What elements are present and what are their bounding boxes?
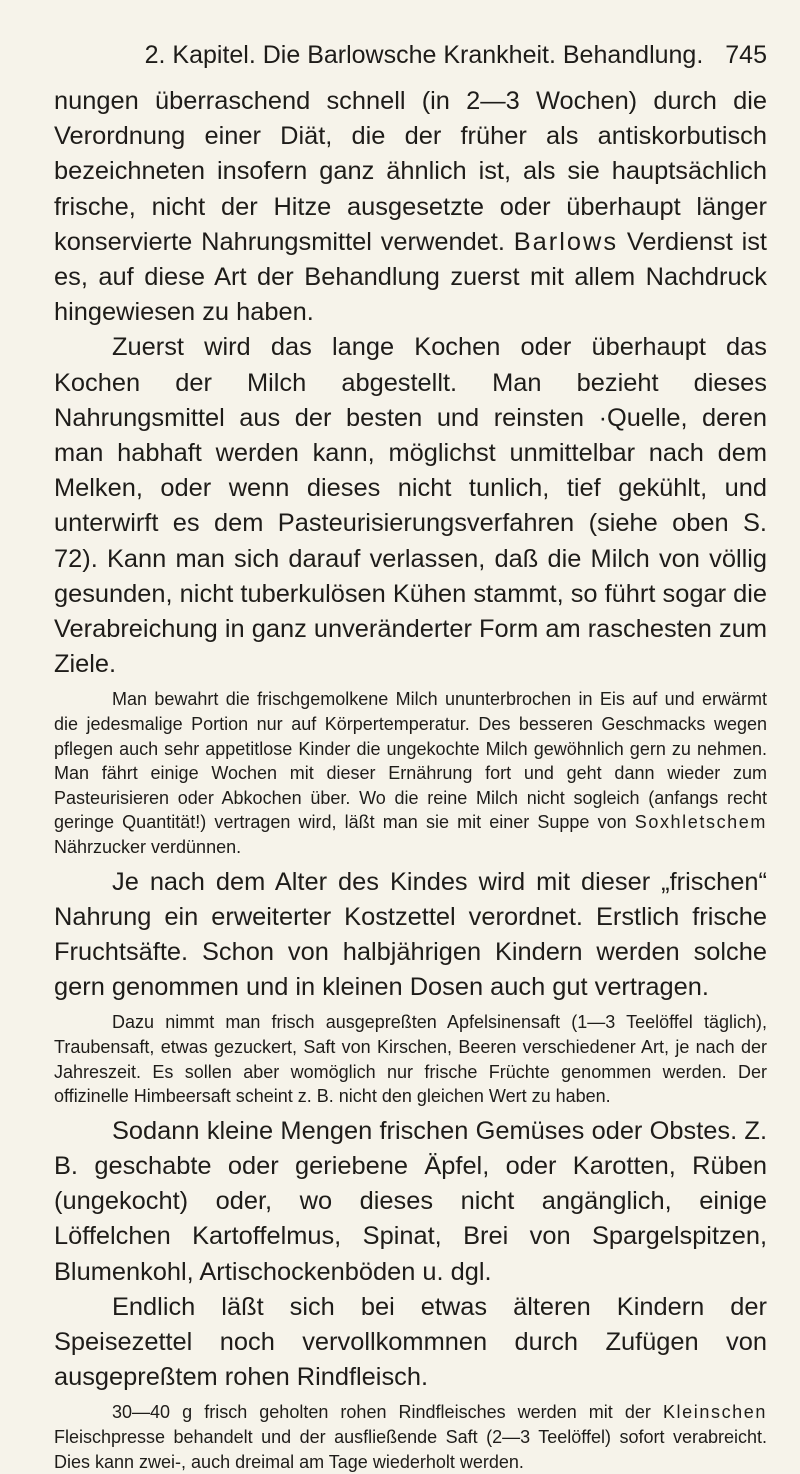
page-header — [54, 38, 767, 78]
running-title: 2. Kapitel. Die Barlowsche Krankheit. Behandlung. — [144, 41, 704, 69]
paragraph-1-text-a: nungen überraschend schnell (in 2—3 Wochen) durch die Verordnung einer Diät, die der früher als antiskorbutisch bezeichneten insofern ganz ähnlich ist, als sie hauptsächlich frische, nicht der Hitze ausgesetzte oder überhaupt länger konservierte Nahrungsmittel verwendet. — [54, 87, 767, 256]
paragraph-4: Sodann kleine Mengen frischen Gemüses oder Obstes. Z. B. geschabte oder geriebene Äpfel, oder Karotten, Rüben (ungekocht) oder, wo dieses nicht angänglich, einige Löffelchen Kartoffelmus, Spinat, Brei von Spargelspitzen, Blumenkohl, Artischockenböden u. dgl. — [54, 1116, 767, 1286]
small-paragraph-3-text-a: 30—40 g frisch geholten rohen Rindfleisches werden mit der — [112, 1402, 663, 1423]
paragraph-3: Je nach dem Alter des Kindes wird mit dieser „frischen“ Nahrung ein erweiterter Kostzettel verordnet. Erstlich frische Fruchtsäfte. Schon von halbjährigen Kindern werden solche gern genommen und in kleinen Dosen auch gut vertragen. — [54, 867, 767, 1002]
paragraph-5: Endlich läßt sich bei etwas älteren Kindern der Speisezettel noch vervollkommnen durch Zufügen von ausgepreßtem rohen Rindfleisch. — [54, 1292, 767, 1392]
page-number: 745 — [725, 41, 767, 69]
small-paragraph-1-text-b: Nährzucker verdünnen. — [54, 837, 242, 858]
paragraph-1 — [54, 84, 767, 330]
small-paragraph-3-text-b: Fleischpresse behandelt und der ausfließende Saft (2—3 Teelöffel) sofort verabreicht. Dies kann zwei-, auch dreimal am Tage wiederholt werden. — [54, 1427, 767, 1472]
small-paragraph-1-text-a: Man bewahrt die frischgemolkene Milch ununterbrochen in Eis auf und erwärmt die jedesmalige Portion nur auf Körpertemperatur. Des besseren Geschmacks wegen pflegen auch sehr appetitlose Kinder die ungekochte Milch gewöhnlich gern zu nehmen. Man fährt einige Wochen mit dieser Ernährung fort und geht dann wieder zum Pasteurisieren oder Abkochen über. Wo die reine Milch nicht sogleich (anfangs recht geringe Quantität!) vertragen wird, läßt man sie mit einer Suppe von — [54, 689, 767, 833]
paragraph-1-text-b: Verdienst ist es, auf diese Art der Behandlung zuerst mit allem Nachdruck hingewiesen zu haben. — [54, 227, 767, 327]
author-name-klein: Kleinschen — [662, 1402, 767, 1423]
small-paragraph-2: Dazu nimmt man frisch ausgepreßten Apfelsinensaft (1—3 Teelöffel täglich), Traubensaft, etwas gezuckert, Saft von Kirschen, Beeren verschiedener Art, je nach der Jahreszeit. Es sollen aber womöglich nur frische Früchte genommen werden. Der offizinelle Himbeersaft scheint z. B. nicht den gleichen Wert zu haben. — [54, 1012, 767, 1107]
paragraph-2: Zuerst wird das lange Kochen oder überhaupt das Kochen der Milch abgestellt. Man bezieht dieses Nahrungsmittel aus der besten und reinsten ·Quelle, deren man habhaft werden kann, möglichst unmittelbar nach dem Melken, oder wenn dieses nicht tunlich, tief gekühlt, und unterwirft es dem Pasteurisierungsverfahren (siehe oben S. 72). Kann man sich darauf verlassen, daß die Milch von völlig gesunden, nicht tuberkulösen Kühen stammt, so führt sogar die Verabreichung in ganz unveränderter Form am raschesten zum Ziele. — [54, 333, 767, 679]
author-name-barlow: Barlows — [513, 227, 619, 256]
author-name-soxhlet: Soxhletschem — [634, 812, 767, 833]
small-paragraph-1 — [54, 687, 767, 859]
small-paragraph-3 — [54, 1400, 767, 1474]
